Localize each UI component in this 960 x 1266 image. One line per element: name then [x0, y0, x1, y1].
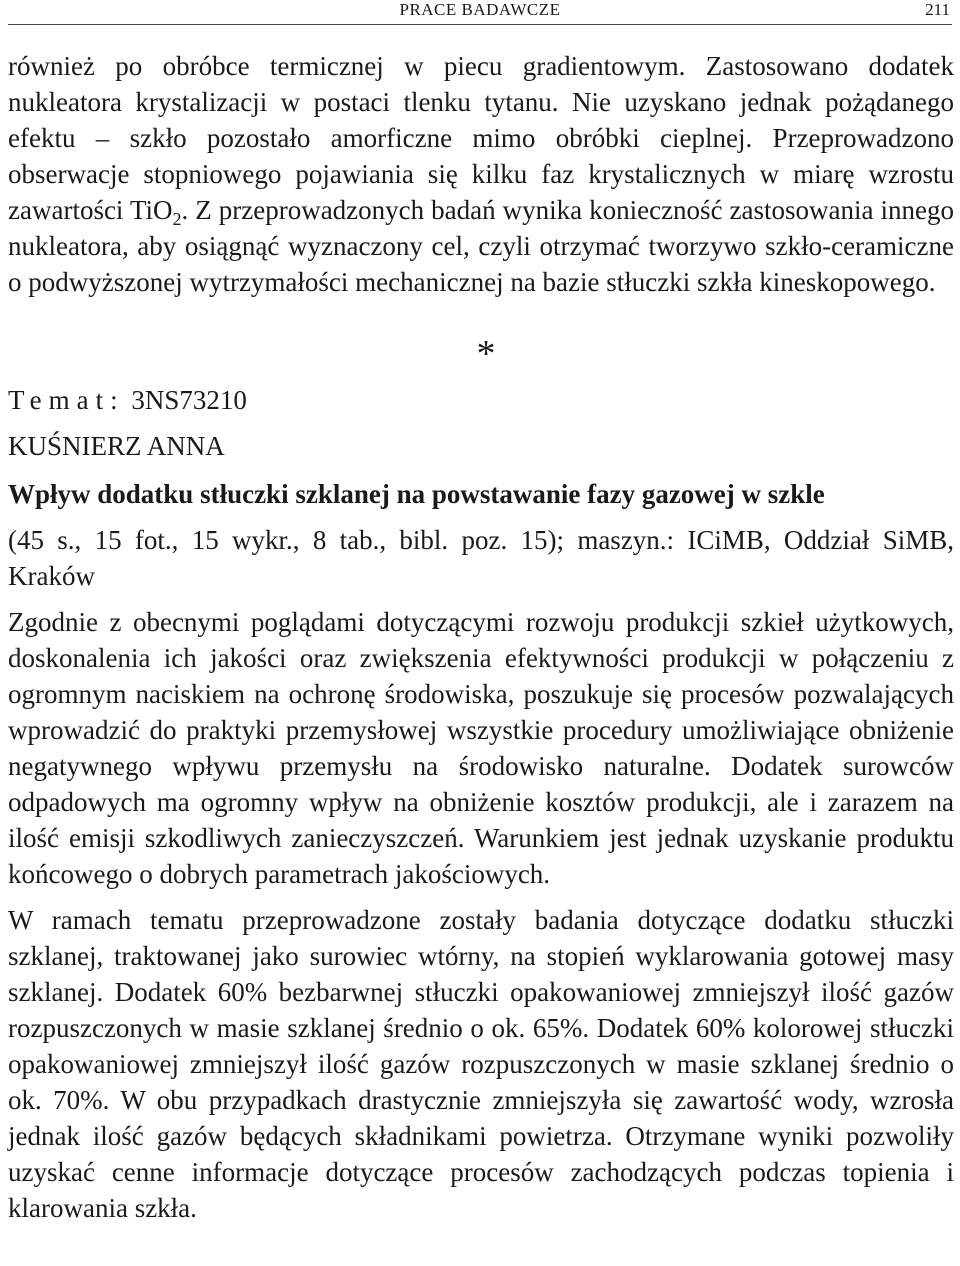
- author-name: KUŚNIERZ ANNA: [8, 431, 225, 461]
- abstract-paragraph-2: W ramach tematu przeprowadzone zostały badania dotyczące dodatku stłuczki szklanej, traktowanej jako surowiec wtórny, na stopień wyklarowania gotowej masy szklanej. Dodatek 60% bezbarwnej stłuczki opakowaniowej zmniejszył ilość gazów rozpuszczonych w masie szklanej średnio o ok. 65%. Dodatek 60% kolorowej stłuczki opakowaniowej zmniejszył ilość gazów rozpuszczonych w masie szklanej średnio o ok. 70%. W obu przypadkach drastycznie zmniejszyła się zawartość wody, wzrosła jednak ilość gazów będących składnikami powietrza. Otrzymane wyniki pozwoliły uzyskać cenne informacje dotyczące procesów zachodzących podczas topienia i klarowania szkła.: [8, 905, 954, 1223]
- temat-line: [8, 380, 954, 420]
- abstract-paragraph-1: Zgodnie z obecnymi poglądami dotyczącymi rozwoju produkcji szkieł użytkowych, doskonalenia ich jakości oraz zwiększenia efektywności produkcji w połączeniu z ogromnym naciskiem na ochronę środowiska, poszukuje się procesów pozwalających wprowadzić do praktyki przemysłowej wszystkie procedury umożliwiające obniżenie negatywnego wpływu przemysłu na środowisko naturalne. Dodatek surowców odpadowych ma ogromny wpływ na obniżenie kosztów produkcji, ale i zarazem na ilość emisji szkodliwych zanieczyszczeń. Warunkiem jest jednak uzyskanie produktu końcowego o dobrych parametrach jakościowych.: [8, 607, 954, 889]
- page-content: [8, 48, 954, 1226]
- intro-text-start: również po obróbce termicznej w piecu gradientowym. Zastosowano dodatek nukleatora krystalizacji w postaci tlenku tytanu. Nie uzyskano jednak pożądanego efektu – szkło pozostało amorficzne mimo obróbki cieplnej. Przeprowadzono obserwacje stopniowego pojawiania się kilku faz krystalicznych w miarę wzrostu zawartości TiO: [8, 51, 954, 225]
- page-number: 211: [925, 0, 950, 19]
- bibliographic-info: (45 s., 15 fot., 15 wykr., 8 tab., bibl. poz. 15); maszyn.: ICiMB, Oddział SiMB, Kraków: [8, 525, 954, 591]
- entry-title: Wpływ dodatku stłuczki szklanej na powstawanie fazy gazowej w szkle: [8, 479, 825, 509]
- page-header: [8, 0, 952, 25]
- temat-code: 3NS73210: [131, 385, 247, 415]
- intro-subscript: 2: [172, 209, 182, 229]
- intro-paragraph: [8, 48, 954, 300]
- running-title: PRACE BADAWCZE: [399, 0, 561, 19]
- temat-label: Temat:: [8, 385, 125, 415]
- intro-text-end: . Z przeprowadzonych badań wynika konieczność zastosowania innego nukleatora, aby osiągnąć wyznaczony cel, czyli otrzymać tworzywo szkło-ceramiczne o podwyższonej wytrzymałości mechanicznej na bazie stłuczki szkła kineskopowego.: [8, 195, 954, 297]
- section-separator: *: [476, 333, 496, 375]
